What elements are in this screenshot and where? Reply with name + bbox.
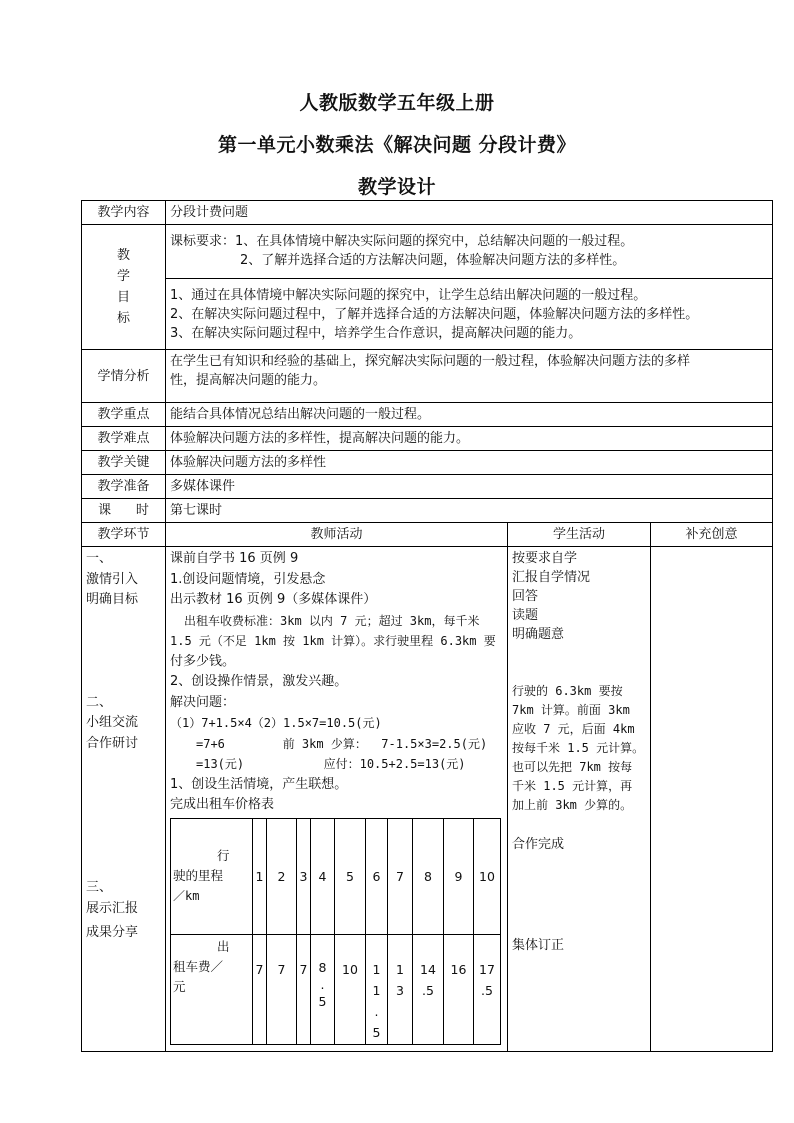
teacher-line: 课前自学书 16 页例 9 [170, 551, 299, 566]
content-label: 教学内容 [82, 201, 166, 225]
student-line: 回答 [512, 589, 539, 604]
fare-cell-text: 16 [450, 961, 467, 977]
fare-header-text: 出 [217, 938, 230, 954]
student-line: 按每千米 1.5 元计算。 [512, 741, 645, 755]
distance-cell: 4 [311, 818, 335, 934]
title-line-1: 人教版数学五年级上册 [299, 92, 495, 114]
analysis-label: 学情分析 [82, 350, 166, 403]
stage-text: 二、 [86, 694, 113, 710]
stage-cell [82, 547, 166, 1052]
goal-label-char: 教 [116, 248, 130, 263]
fare-cell-text: 7 [277, 961, 286, 977]
distance-cell: 2 [267, 818, 297, 934]
distance-header [171, 818, 253, 934]
distance-header-text: 行 [217, 848, 230, 863]
row-content [82, 201, 773, 225]
goal-line: 3、在解决实际问题过程中，培养学生合作意识，提高解决问题的能力。 [170, 326, 582, 341]
fare-cell [297, 934, 311, 1044]
fare-cell [444, 934, 474, 1044]
fare-cell-text: 8 [318, 959, 327, 975]
student-line: 汇报自学情况 [512, 570, 591, 585]
fare-cell-text: 7 [299, 961, 308, 977]
fare-cell-text: 1 [396, 961, 404, 977]
fare-distance-row [171, 818, 501, 934]
row-period [82, 499, 773, 523]
fare-cell-text: .5 [422, 982, 434, 998]
difficulty-value: 体验解决问题方法的多样性，提高解决问题的能力。 [166, 427, 773, 451]
teacher-line: 1、创设生活情境，产生联想。 [170, 776, 348, 792]
teacher-line: 1.创设问题情境，引发悬念 [170, 571, 326, 587]
student-header: 学生活动 [508, 523, 651, 547]
student-line: 7km 计算。前面 3km [512, 703, 630, 717]
fare-price-row [171, 934, 501, 1044]
difficulty-label: 教学难点 [82, 427, 166, 451]
fare-cell-text: 14 [420, 961, 436, 977]
stage-text: 三、 [86, 880, 113, 895]
process-body-row [82, 547, 773, 1052]
supplement-header: 补充创意 [651, 523, 773, 547]
fare-cell-text: 17 [479, 961, 495, 977]
stage-text: 激情引入 [86, 571, 139, 587]
goal-label-char: 标 [116, 311, 130, 326]
student-line: 千米 1.5 元计算，再 [512, 779, 633, 793]
teacher-line: 完成出租车价格表 [170, 797, 275, 812]
fare-header-text: 租车费／ [173, 958, 224, 974]
distance-cell: 3 [297, 818, 311, 934]
fare-cell [366, 934, 388, 1044]
analysis-line: 性，提高解决问题的能力。 [170, 373, 327, 388]
curriculum-cell [166, 225, 773, 279]
fare-cell [388, 934, 413, 1044]
teacher-line: 付多少钱。 [170, 653, 236, 669]
period-value: 第七课时 [166, 499, 773, 523]
distance-cell: 8 [413, 818, 444, 934]
fare-cell [413, 934, 444, 1044]
fare-header [171, 934, 253, 1044]
teacher-line: 出租车收费标准：3km 以内 7 元；超过 3km，每千米 [184, 613, 480, 628]
fare-cell [335, 934, 366, 1044]
goal-label-char: 学 [116, 269, 130, 284]
distance-cell: 7 [388, 818, 413, 934]
teacher-line: =13(元) 应付：10.5+2.5=13(元) [196, 757, 466, 771]
fare-cell [474, 934, 501, 1044]
period-label: 课 时 [82, 499, 166, 523]
goal-line: 2、在解决实际问题过程中，了解并选择合适的方法解决问题，体验解决问题方法的多样性。 [170, 307, 699, 322]
prep-label: 教学准备 [82, 475, 166, 499]
focus-label: 教学重点 [82, 403, 166, 427]
row-difficulty [82, 427, 773, 451]
student-line: 按要求自学 [512, 551, 578, 566]
analysis-line: 在学生已有知识和经验的基础上，探究解决实际问题的一般过程，体验解决问题方法的多样 [170, 354, 691, 369]
row-goals [82, 279, 773, 350]
content-value: 分段计费问题 [166, 201, 773, 225]
curriculum-line: 课标要求：1、在具体情境中解决实际问题的探究中，总结解决问题的一般过程。 [170, 234, 634, 249]
teacher-line: 1.5 元（不足 1km 按 1km 计算）。求行驶里程 6.3km 要 [170, 634, 496, 648]
teacher-line: 出示教材 16 页例 9（多媒体课件） [170, 592, 377, 607]
stage-text: 合作研讨 [86, 735, 139, 751]
fare-cell [311, 934, 335, 1044]
distance-header-text: ／km [173, 889, 200, 903]
student-cell [508, 547, 651, 1052]
stage-text: 展示汇报 [86, 900, 139, 916]
teacher-header: 教师活动 [166, 523, 508, 547]
focus-value: 能结合具体情况总结出解决问题的一般过程。 [166, 403, 773, 427]
stage-text: 明确目标 [86, 592, 139, 607]
lesson-plan-table [81, 200, 773, 1052]
distance-cell: 6 [366, 818, 388, 934]
goals-cell [166, 279, 773, 350]
prep-value: 多媒体课件 [166, 475, 773, 499]
distance-cell: 9 [444, 818, 474, 934]
fare-cell-text: . [320, 976, 325, 992]
fare-cell-text: 1 [372, 982, 381, 998]
row-analysis [82, 350, 773, 403]
distance-cell: 5 [335, 818, 366, 934]
fare-cell-text: 7 [255, 961, 264, 977]
process-header-row [82, 523, 773, 547]
row-focus [82, 403, 773, 427]
teacher-line: 解决问题： [170, 694, 236, 710]
key-value: 体验解决问题方法的多样性 [166, 451, 773, 475]
stage-text: 小组交流 [86, 715, 139, 730]
distance-header-text: 驶的里程 [173, 868, 224, 883]
supplement-cell [651, 547, 773, 1052]
row-prep [82, 475, 773, 499]
teacher-line: 2、创设操作情景，激发兴趣。 [170, 674, 348, 689]
student-line: 明确题意 [512, 627, 565, 642]
student-line: 读题 [512, 608, 539, 623]
fare-cell-text: 10 [342, 961, 358, 977]
fare-cell-text: . [374, 1003, 379, 1019]
curriculum-line: 2、了解并选择合适的方法解决问题，体验解决问题方法的多样性。 [240, 253, 626, 268]
fare-cell [253, 934, 267, 1044]
key-label: 教学关键 [82, 451, 166, 475]
goal-line: 1、通过在具体情境中解决实际问题的探究中，让学生总结出解决问题的一般过程。 [170, 288, 647, 303]
fare-cell-text: 5 [318, 993, 327, 1009]
distance-cell: 10 [474, 818, 501, 934]
student-line: 合作完成 [512, 837, 565, 852]
goal-label [82, 225, 166, 350]
title-line-3: 教学设计 [357, 176, 436, 198]
stage-text: 成果分享 [86, 925, 139, 940]
teacher-line: =7+6 前 3km 少算： 7-1.5×3=2.5(元) [196, 736, 488, 751]
row-key [82, 451, 773, 475]
fare-header-text: 元 [173, 978, 186, 994]
fare-cell-text: .5 [481, 982, 493, 998]
row-curriculum [82, 225, 773, 279]
analysis-cell [166, 350, 773, 403]
stage-text: 一、 [86, 551, 113, 566]
fare-cell-text: 3 [396, 982, 404, 998]
fare-cell-text: 5 [372, 1024, 381, 1040]
fare-table [170, 818, 501, 1045]
student-line: 集体订正 [512, 938, 565, 953]
student-line: 行驶的 6.3km 要按 [512, 684, 623, 698]
student-line: 应收 7 元，后面 4km [512, 722, 635, 736]
fare-cell-text: 1 [372, 961, 381, 977]
student-line: 加上前 3km 少算的。 [512, 798, 633, 812]
title-line-2: 第一单元小数乘法《解决问题 分段计费》 [217, 134, 577, 156]
teacher-cell [166, 547, 508, 1052]
stage-header: 教学环节 [82, 523, 166, 547]
teacher-line: （1）7+1.5×4（2）1.5×7=10.5(元) [170, 716, 382, 730]
goal-label-char: 目 [116, 290, 130, 305]
distance-cell: 1 [253, 818, 267, 934]
fare-cell [267, 934, 297, 1044]
student-line: 也可以先把 7km 按每 [512, 760, 633, 774]
